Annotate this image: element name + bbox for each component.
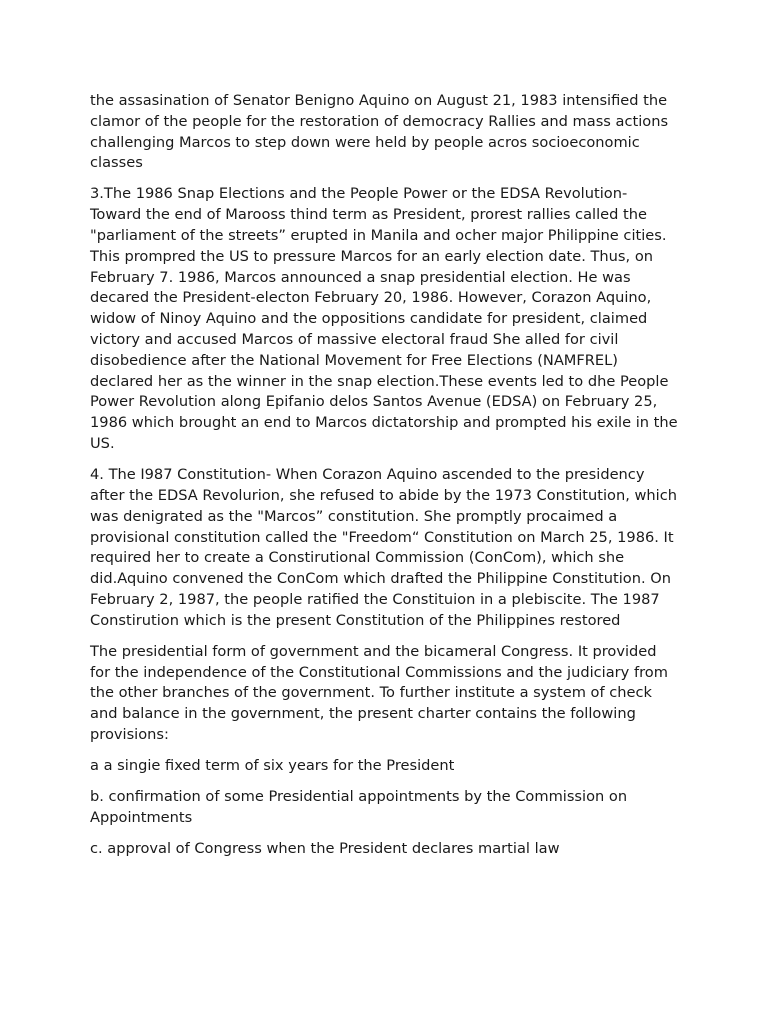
document-page xyxy=(90,91,680,870)
list-item-martial-law: c. approval of Congress when the President declares martial law xyxy=(90,840,560,858)
list-item-confirmation: b. confirmation of some Presidential appointments by the Commission on Appointments xyxy=(90,788,628,826)
list-item-fixed-term: a a singie fixed term of six years for the President xyxy=(90,757,455,775)
paragraph-aquino-assassination: the assasination of Senator Benigno Aquino on August 21, 1983 intensified the clamor of the people for the restoration of democracy Rallies and mass actions challenging Marcos to step down were held by people acros socioeconomic classes xyxy=(90,92,669,172)
paragraph-presidential-form: The presidential form of government and the bicameral Congress. It provided for the independence of the Constitutional Commissions and the judiciary from the other branches of the government. To further institute a system of check and balance in the government, the present charter contains the following provisions: xyxy=(90,642,668,743)
paragraph-1987-constitution: 4. The I987 Constitution- When Corazon Aquino ascended to the presidency after the EDSA Revolurion, she refused to abide by the 1973 Constitution, which was denigrated as the "Marcos” constitution. She promptly procaimed a provisional constitution called the "Freedom“ Constitution on March 25, 1986. It required her to create a Constirutional Commission (ConCom), which she did.Aquino convened the ConCom which drafted the Philippine Constitution. On February 2, 1987, the people ratified the Constituion in a plebiscite. The 1987 Constirution which is the present Constitution of the Philippines restored xyxy=(90,466,678,629)
paragraph-snap-elections: 3.The 1986 Snap Elections and the People Power or the EDSA Revolution- Toward the end of Marooss thind term as President, prorest rallies called the "parliament of the streets” erupted in Manila and ocher major Philippine cities. This prompred the US to pressure Marcos for an early election date. Thus, on February 7. 1986, Marcos announced a snap presidential election. He was decared the President-electon February 20, 1986. However, Corazon Aquino, widow of Ninoy Aquino and the oppositions candidate for president, claimed victory and accused Marcos of massive electoral fraud She alled for civil disobedience after the National Movement for Free Elections (NAMFREL) declared her as the winner in the snap election.These events led to dhe People Power Revolution along Epifanio delos Santos Avenue (EDSA) on February 25, 1986 which brought an end to Marcos dictatorship and prompted his exile in the US. xyxy=(90,185,678,453)
